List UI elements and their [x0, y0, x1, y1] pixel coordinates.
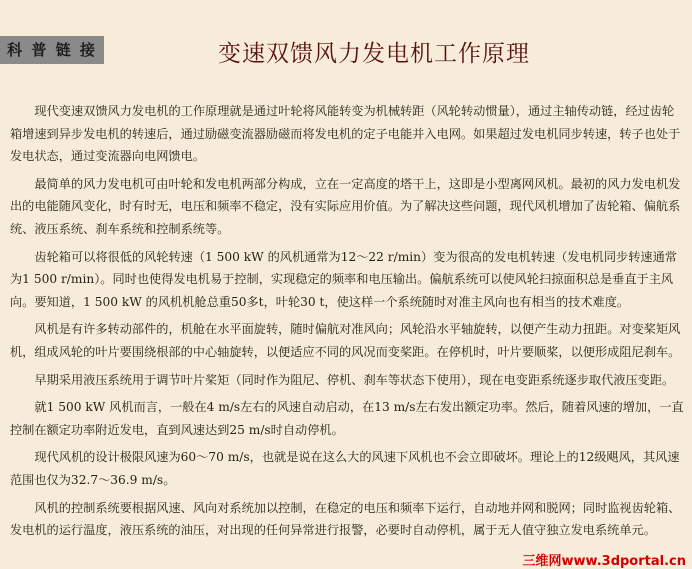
paragraph: 就1 500 kW 风机而言，一般在4 m/s左右的风速自动启动，在13 m/s左右发出额定功率。然后，随着风速的增加，一直控制在额定功率附近发电，直到风速达到25 m/s时自动停机。: [10, 400, 684, 437]
paragraph: 现代风机的设计极限风速为60～70 m/s，也就是说在这么大的风速下风机也不会立即破坏。理论上的12级飓风，其风速范围也仅为32.7～36.9 m/s。: [10, 450, 680, 487]
section-badge: 科 普 链 接: [0, 36, 104, 64]
paragraph: 风机的控制系统要根据风速、风向对系统加以控制，在稳定的电压和频率下运行，自动地并网和脱网；同时监视齿轮箱、发电机的运行温度，液压系统的油压，对出现的任何异常进行报警，必要时自动停机，属于无人值守独立发电系统单元。: [10, 500, 681, 538]
article-title: 变速双馈风力发电机工作原理: [218, 41, 530, 67]
paragraph: 齿轮箱可以将很低的风轮转速（1 500 kW 的风机通常为12～22 r/min）变为很高的发电机转速（发电机同步转速通常为1 500 r/min）。同时也使得发电机易于控制，实现稳定的频率和电压输出。偏航系统可以使风轮扫掠面积总是垂直于主风向。要知道，1 500 kW 的风机机舱总重50多t，叶轮30 t，使这样一个系统随时对准主风向也有相当的技术难度。: [10, 249, 677, 309]
paragraph: 现代变速双馈风力发电机的工作原理就是通过叶轮将风能转变为机械转距（风轮转动惯量），通过主轴传动链，经过齿轮箱增速到异步发电机的转速后，通过励磁变流器励磁而将发电机的定子电能并入电网。如果超过发电机同步转速，转子也处于发电状态，通过变流器向电网馈电。: [10, 104, 681, 164]
site-watermark: 三维网www.3dportal.cn: [521, 550, 688, 569]
article-body: [10, 100, 686, 547]
paragraph: 早期采用液压系统用于调节叶片桨矩（同时作为阻尼、停机、刹车等状态下使用），现在电变距系统逐步取代液压变距。: [34, 372, 675, 387]
paragraph: 风机是有许多转动部件的，机舱在水平面旋转，随时偏航对准风向；风轮沿水平轴旋转，以便产生动力扭距。对变桨矩风机，组成风轮的叶片要围绕根部的中心轴旋转，以便适应不同的风况而变桨距。在停机时，叶片要顺桨，以便形成阻尼刹车。: [10, 322, 681, 359]
paragraph: 最简单的风力发电机可由叶轮和发电机两部分构成，立在一定高度的塔干上，这即是小型离网风机。最初的风力发电机发出的电能随风变化，时有时无，电压和频率不稳定，没有实际应用价值。为了解决这些问题，现代风机增加了齿轮箱、偏航系统、液压系统、刹车系统和控制系统等。: [10, 176, 681, 236]
